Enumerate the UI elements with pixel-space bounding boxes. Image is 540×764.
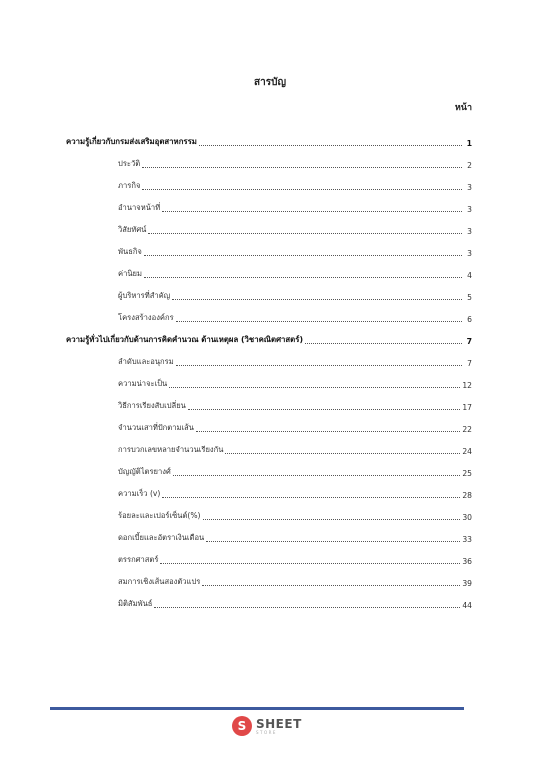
toc-entry[interactable] <box>66 544 472 566</box>
dot-leader <box>176 320 462 322</box>
page-title: สารบัญ <box>254 77 286 88</box>
toc-entry-label: ความรู้ทั่วไปเกี่ยวกับด้านการคิดคำนวณ ด้านเหตุผล (วิชาคณิตศาสตร์) <box>66 335 304 344</box>
toc-entry-page: 28 <box>462 491 472 500</box>
toc-entry-page: 39 <box>462 579 472 588</box>
toc-entry-label: ภารกิจ <box>118 181 141 190</box>
toc-entry-label: สมการเชิงเส้นสองตัวแปร <box>118 577 201 586</box>
toc-entry-label: ความเร็ว (v) <box>118 489 161 498</box>
toc-entry-label: ผู้บริหารที่สำคัญ <box>118 291 171 300</box>
logo-name: SHEET <box>256 716 302 731</box>
toc-entry-label: ดอกเบี้ยและอัตราเงินเดือน <box>118 533 205 542</box>
toc-entry-label: ลำดับและอนุกรม <box>118 357 174 366</box>
dot-leader <box>203 518 461 520</box>
dot-leader <box>169 386 460 388</box>
toc-entry[interactable] <box>66 236 472 258</box>
dot-leader <box>172 298 462 300</box>
toc-entry-page: 7 <box>466 337 472 346</box>
dot-leader <box>148 232 462 234</box>
toc-entry-label: อำนาจหน้าที่ <box>118 203 161 212</box>
dot-leader <box>196 430 460 432</box>
dot-leader <box>225 452 460 454</box>
toc-entry[interactable] <box>66 390 472 412</box>
dot-leader <box>206 540 460 542</box>
toc-entry-page: 24 <box>462 447 472 456</box>
toc-entry-label: ความรู้เกี่ยวกับกรมส่งเสริมอุตสาหกรรม <box>66 137 197 146</box>
dot-leader <box>144 254 462 256</box>
toc-entry[interactable] <box>66 170 472 192</box>
toc-entry-page: 25 <box>462 469 472 478</box>
toc-entry-page: 3 <box>467 249 472 258</box>
toc-entry-page: 2 <box>467 161 472 170</box>
toc-entry[interactable] <box>66 258 472 280</box>
toc-entry-label: วิธีการเรียงสับเปลี่ยน <box>118 401 186 410</box>
toc-entry[interactable] <box>66 302 472 324</box>
toc-entry-label: ประวัติ <box>118 159 141 168</box>
toc-entry-page: 1 <box>466 139 472 148</box>
toc-entry-label: วิสัยทัศน์ <box>118 225 147 234</box>
toc-entry-label: โครงสร้างองค์กร <box>118 313 174 322</box>
toc-entry-page: 5 <box>467 293 472 302</box>
dot-leader <box>199 144 462 146</box>
footer-divider <box>50 707 464 710</box>
toc-entry[interactable] <box>66 346 472 368</box>
toc-entry-page: 17 <box>462 403 472 412</box>
toc-entry-page: 22 <box>462 425 472 434</box>
dot-leader <box>160 562 460 564</box>
toc-entry[interactable] <box>66 478 472 500</box>
dot-leader <box>305 342 462 344</box>
toc-entry-label: ความน่าจะเป็น <box>118 379 168 388</box>
dot-leader <box>188 408 460 410</box>
toc-entry-page: 3 <box>467 183 472 192</box>
toc-entry[interactable] <box>66 280 472 302</box>
toc-entry-page: 4 <box>467 271 472 280</box>
dot-leader <box>202 584 460 586</box>
dot-leader <box>154 606 460 608</box>
dot-leader <box>142 188 462 190</box>
logo-icon: S <box>232 716 252 736</box>
toc-entry-page: 30 <box>462 513 472 522</box>
toc-entry[interactable] <box>66 192 472 214</box>
toc-entry[interactable] <box>66 566 472 588</box>
toc-entry-label: การบวกเลขหลายจำนวนเรียงกัน <box>118 445 224 454</box>
toc-entry-page: 7 <box>467 359 472 368</box>
toc-entry-label: ร้อยละและเปอร์เซ็นต์(%) <box>118 511 201 520</box>
toc-entry-label: มิติสัมพันธ์ <box>118 599 153 608</box>
logo-subtitle: STORE <box>256 729 277 735</box>
toc-entry[interactable] <box>66 214 472 236</box>
toc-entry[interactable] <box>66 368 472 390</box>
toc-section-entry[interactable] <box>66 126 472 148</box>
toc-entry-page: 12 <box>462 381 472 390</box>
sheetstore-logo <box>232 716 302 736</box>
toc-entry[interactable] <box>66 456 472 478</box>
toc-entry[interactable] <box>66 148 472 170</box>
table-of-contents <box>66 126 472 610</box>
dot-leader <box>144 276 462 278</box>
toc-entry-label: พันธกิจ <box>118 247 142 256</box>
toc-entry-page: 3 <box>467 205 472 214</box>
toc-entry[interactable] <box>66 412 472 434</box>
toc-entry[interactable] <box>66 522 472 544</box>
toc-section-entry[interactable] <box>66 324 472 346</box>
toc-entry-label: ค่านิยม <box>118 269 142 278</box>
toc-entry[interactable] <box>66 500 472 522</box>
dot-leader <box>142 166 462 168</box>
toc-entry[interactable] <box>66 434 472 456</box>
toc-entry-page: 33 <box>462 535 472 544</box>
dot-leader <box>173 474 461 476</box>
toc-entry-label: บัญญัติไตรยางศ์ <box>118 467 171 476</box>
page-column-label: หน้า <box>454 103 472 113</box>
toc-entry-label: ตรรกศาสตร์ <box>118 555 159 564</box>
dot-leader <box>162 210 462 212</box>
toc-entry-page: 44 <box>462 601 472 610</box>
toc-entry-page: 36 <box>462 557 472 566</box>
toc-entry[interactable] <box>66 588 472 610</box>
toc-entry-page: 6 <box>467 315 472 324</box>
dot-leader <box>162 496 460 498</box>
dot-leader <box>176 364 462 366</box>
toc-entry-page: 3 <box>467 227 472 236</box>
toc-entry-label: จำนวนเสาที่ปักตามเส้น <box>118 423 194 432</box>
